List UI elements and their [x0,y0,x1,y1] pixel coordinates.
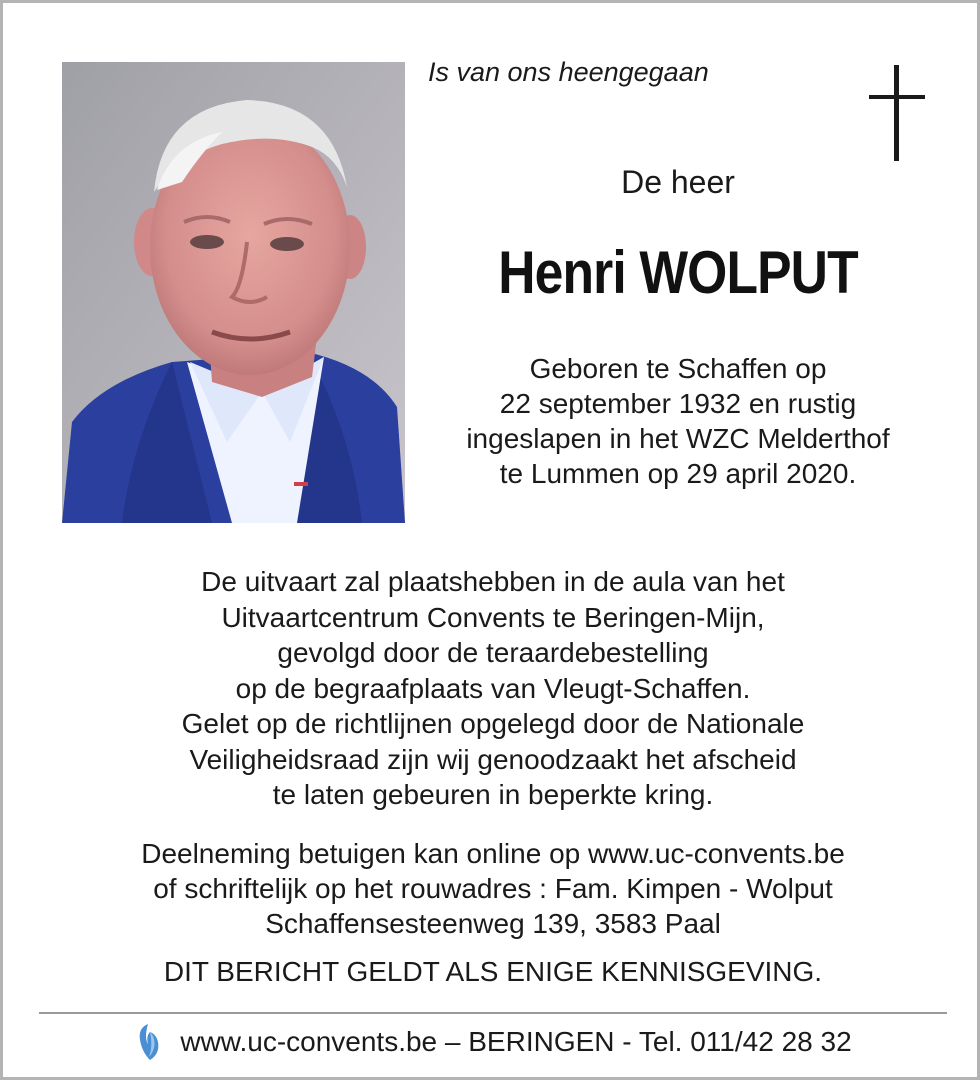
funeral-line: te laten gebeuren in beperkte kring. [272,779,714,810]
notice-text: DIT BERICHT GELDT ALS ENIGE KENNISGEVING. [163,956,823,987]
footer [43,1020,943,1064]
portrait-image [62,62,405,523]
birth-death-details [413,351,943,491]
intro-text: Is van ons heengegaan [428,57,709,87]
condolence-line: Schaffensesteenweg 139, 3583 Paal [265,908,721,939]
portrait-photo [62,62,405,523]
birth-line: te Lummen op 29 april 2020. [499,458,857,489]
condolence-details [43,836,943,941]
footer-contact: www.uc-convents.be – BERINGEN - Tel. 011/42 28 32 [180,1026,852,1057]
funeral-line: Veiligheidsraad zijn wij genoodzaakt het afscheid [189,743,797,775]
birth-line: 22 september 1932 en rustig [499,388,857,419]
deceased-name: Henri WOLPUT [498,239,858,306]
funeral-line: Uitvaartcentrum Convents te Beringen-Mijn, [221,601,765,633]
cross-icon [869,65,925,161]
funeral-details [43,564,943,813]
birth-line: ingeslapen in het WZC Melderthof [466,423,890,454]
funeral-home-logo-icon [134,1022,162,1062]
birth-line: Geboren te Schaffen op [529,353,827,384]
condolence-line: Deelneming betuigen kan online op www.uc-convents.be [141,838,845,869]
funeral-line: Gelet op de richtlijnen opgelegd door de Nationale [181,708,805,739]
funeral-line: De uitvaart zal plaatshebben in de aula van het [201,566,785,597]
honorific: De heer [621,164,735,200]
funeral-line: op de begraafplaats van Vleugt-Schaffen. [235,672,751,704]
condolence-line: of schriftelijk op het rouwadres : Fam. Kimpen - Wolput [153,873,833,904]
funeral-line: gevolgd door de teraardebestelling [277,637,709,668]
divider [39,1012,947,1014]
